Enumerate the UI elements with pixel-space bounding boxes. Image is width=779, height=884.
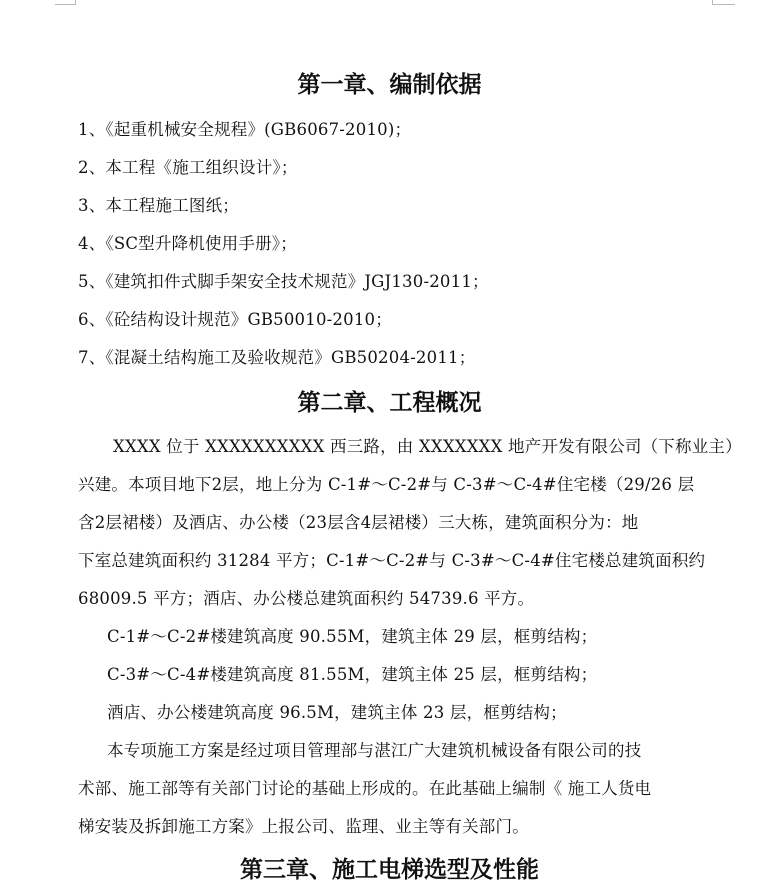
overview-line-5: 68009.5 平方；酒店、办公楼总建筑面积约 54739.6 平方。 [78,589,535,608]
reference-item-5: 5、《建筑扣件式脚手架安全技术规范》JGJ130-2011； [78,272,489,291]
chapter1-heading: 第一章、编制依据 [297,71,482,98]
margin-corner-mark [55,0,76,5]
overview-line-4: 下室总建筑面积约 31284 平方；C-1#～C-2#与 C-3#～C-4#住宅楼总建筑面积约 [78,551,706,570]
reference-item-1: 1、《起重机械安全规程》(GB6067-2010)； [78,120,412,139]
plan-line-3: 梯安装及拆卸施工方案》上报公司、监理、业主等有关部门。 [78,817,529,836]
plan-line-1: 本专项施工方案是经过项目管理部与湛江广大建筑机械设备有限公司的技 [107,741,642,760]
reference-item-3: 3、本工程施工图纸； [78,196,239,215]
overview-line-1: XXXX 位于 XXXXXXXXXX 西三路，由 XXXXXXX 地产开发有限公司（下称业主） [113,437,742,456]
chapter2-heading: 第二章、工程概况 [297,389,482,416]
plan-line-2: 术部、施工部等有关部门讨论的基础上形成的。在此基础上编制《 施工人货电 [78,779,652,798]
margin-corner-mark [712,0,735,5]
reference-item-4: 4、《SC型升降机使用手册》； [78,234,297,253]
building-height-line-1: C-1#～C-2#楼建筑高度 90.55M，建筑主体 29 层，框剪结构； [107,627,598,646]
reference-item-7: 7、《混凝土结构施工及验收规范》GB50204-2011； [78,348,476,367]
overview-line-2: 兴建。本项目地下2层，地上分为 C-1#～C-2#与 C-3#～C-4#住宅楼（29/26 层 [78,475,695,494]
building-height-line-3: 酒店、办公楼建筑高度 96.5M，建筑主体 23 层，框剪结构； [107,703,567,722]
reference-item-6: 6、《砼结构设计规范》GB50010-2010； [78,310,392,329]
chapter3-heading: 第三章、施工电梯选型及性能 [240,856,539,883]
overview-line-3: 含2层裙楼）及酒店、办公楼（23层含4层裙楼）三大栋，建筑面积分为：地 [78,513,639,532]
building-height-line-2: C-3#～C-4#楼建筑高度 81.55M，建筑主体 25 层，框剪结构； [107,665,598,684]
reference-item-2: 2、本工程《施工组织设计》； [78,158,298,177]
